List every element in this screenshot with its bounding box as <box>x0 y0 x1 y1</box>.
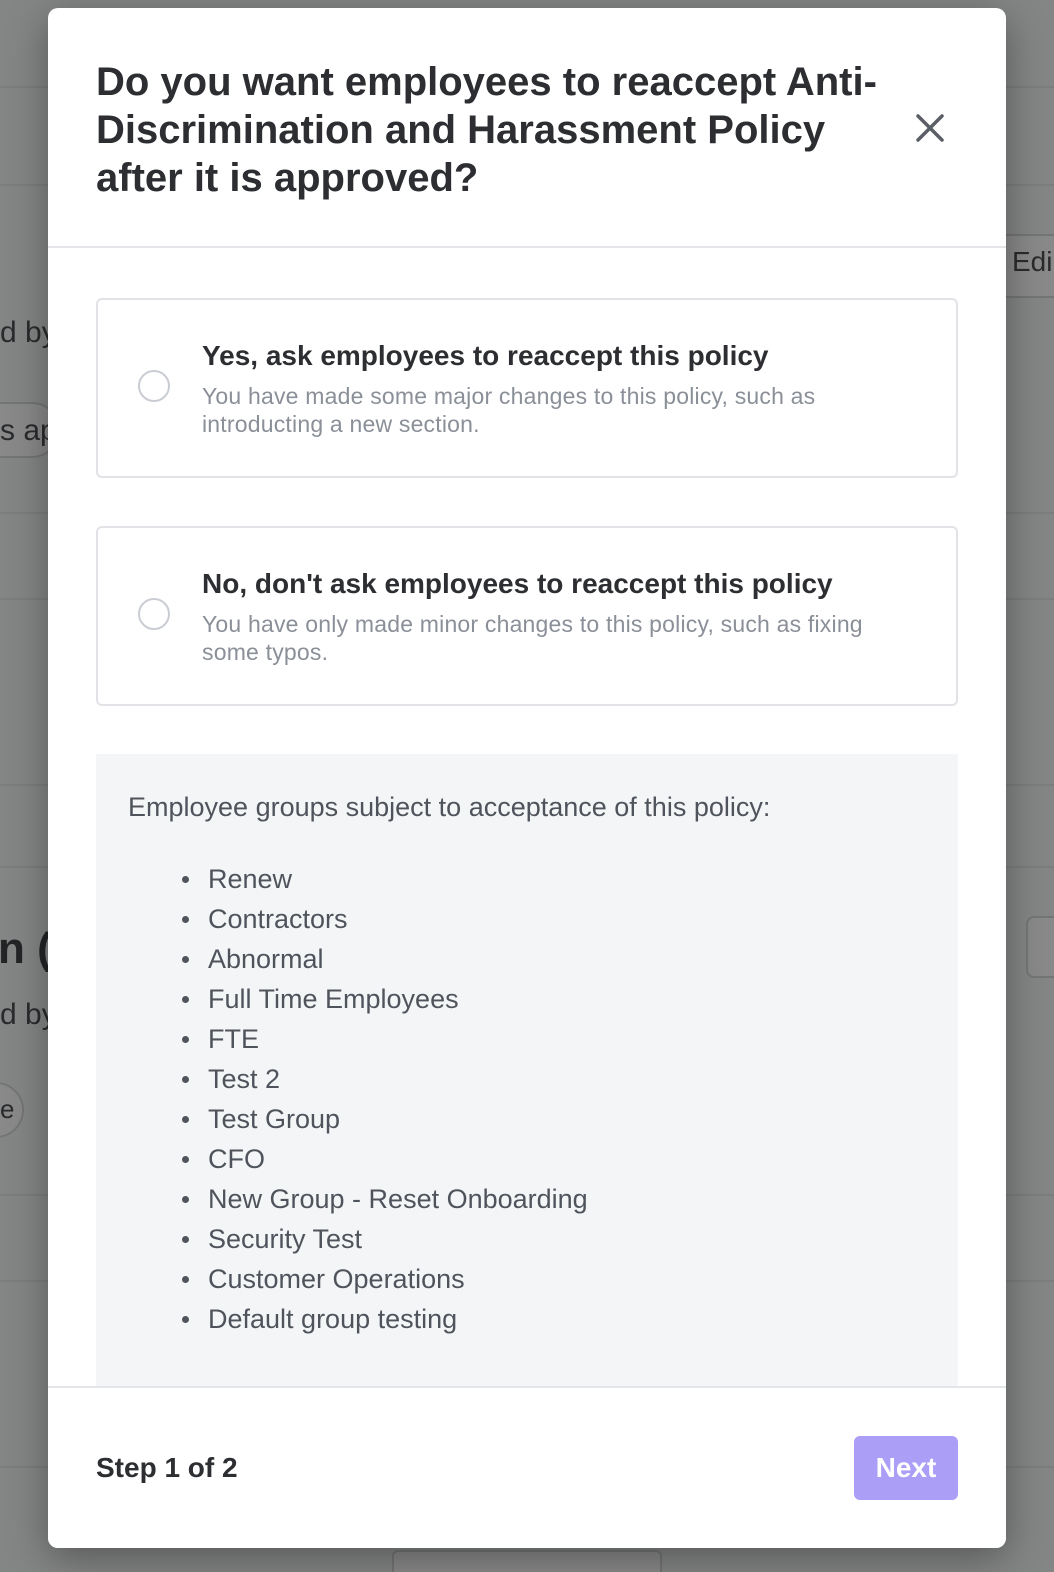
option-title: Yes, ask employees to reaccept this policy <box>202 340 769 371</box>
modal-body[interactable] <box>48 250 1006 1386</box>
group-item: Contractors <box>182 899 926 939</box>
group-item: New Group - Reset Onboarding <box>182 1179 926 1219</box>
radio-yes[interactable] <box>138 370 170 402</box>
modal-footer <box>48 1386 1006 1548</box>
group-item: Full Time Employees <box>182 979 926 1019</box>
groups-list <box>128 859 926 1339</box>
option-no-reaccept[interactable] <box>96 526 958 706</box>
next-button[interactable]: Next <box>854 1436 958 1500</box>
groups-heading: Employee groups subject to acceptance of this policy: <box>128 792 771 822</box>
group-item: Renew <box>182 859 926 899</box>
group-item: Test 2 <box>182 1059 926 1099</box>
option-title: No, don't ask employees to reaccept this policy <box>202 568 833 599</box>
group-item: Abnormal <box>182 939 926 979</box>
group-item: Security Test <box>182 1219 926 1259</box>
employee-groups-panel <box>96 754 958 1386</box>
close-button[interactable] <box>910 108 950 148</box>
group-item: FTE <box>182 1019 926 1059</box>
step-indicator: Step 1 of 2 <box>96 1452 238 1483</box>
option-yes-reaccept[interactable] <box>96 298 958 478</box>
group-item: Test Group <box>182 1099 926 1139</box>
option-description: You have made some major changes to this policy, such as introducting a new section. <box>202 383 816 437</box>
radio-no[interactable] <box>138 598 170 630</box>
reaccept-policy-modal <box>48 8 1006 1548</box>
group-item: Customer Operations <box>182 1259 926 1299</box>
close-icon <box>910 108 950 148</box>
option-description: You have only made minor changes to this policy, such as fixing some typos. <box>202 611 863 665</box>
modal-title: Do you want employees to reaccept Anti-Discrimination and Harassment Policy after it is approved? <box>96 60 877 200</box>
modal-header <box>48 8 1006 248</box>
group-item: CFO <box>182 1139 926 1179</box>
group-item: Default group testing <box>182 1299 926 1339</box>
